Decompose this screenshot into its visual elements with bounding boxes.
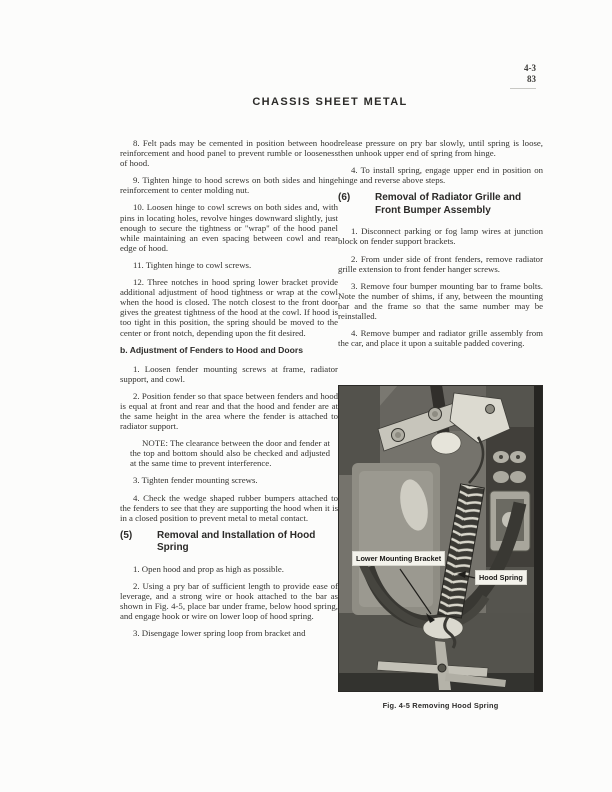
paragraph [120, 277, 338, 338]
block-text: 12. Three notches in hood spring lower bracket provide additional adjustment of hood tightness or wrap at the cowl when the hood is closed. The notch closest to the front door gives the greatest tightness of the hood at the cowl. If hood is too tight in this position, the spring should be moved to the center or front notch, depending upon the fit desired. [120, 277, 338, 338]
block-text: NOTE: The clearance between the door and fender at the top and bottom should also be checked and adjusted at the same time to prevent interference. [130, 438, 330, 469]
block-text: 1. Loosen fender mounting screws at frame, radiator support, and cowl. [120, 363, 338, 384]
paragraph [120, 475, 338, 485]
paragraph [120, 364, 338, 384]
block-text: 3. Remove four bumper mounting bar to frame bolts. Note the number of shims, if any, between the mounting bar and the frame so that the same number may be reinstalled. [338, 280, 543, 322]
section-number: (5) [120, 529, 133, 541]
block-text: b. Adjustment of Fenders to Hood and Doors [120, 344, 304, 355]
block-text: 9. Tighten hinge to hood screws on both sides and hinge reinforcement to center molding nut. [120, 175, 338, 196]
block-text: 4. To install spring, engage upper end in position on hinge and reverse above steps. [338, 165, 543, 186]
paragraph [120, 628, 338, 638]
block-text: 2. Using a pry bar of sufficient length to provide ease of leverage, and a strong wire or hook attached to the bar as shown in Fig. 4-5, place bar under frame, below hood spring, and engage hook or wire on lower loop of hood spring. [120, 580, 338, 622]
note-paragraph [130, 438, 330, 468]
block-text: 3. Disengage lower spring loop from bracket and [133, 628, 306, 639]
radiator-panel [352, 463, 440, 615]
section-number: (6) [338, 192, 351, 204]
paragraph [120, 493, 338, 523]
paragraph [338, 254, 543, 274]
page-ref: 4-3 [524, 63, 536, 73]
block-text: Removal and Installation of Hood Spring [157, 529, 316, 554]
block-text: 4. Remove bumper and radiator grille assembly from the car, and place it upon a suitable padded covering. [338, 328, 543, 349]
figure-label-hood-spring: Hood Spring [476, 571, 526, 584]
section-heading [120, 530, 338, 555]
block-text: 2. Position fender so that space between fenders and hood is equal at front and rear and that the hood and fender are at the same height in the area where the fender is attached to radiator support. [120, 390, 338, 432]
photo-illustration [338, 385, 543, 692]
paragraph [338, 226, 543, 246]
subsection-heading [120, 345, 338, 356]
page-folio [510, 63, 536, 89]
block-text: 11. Tighten hinge to cowl screws. [133, 259, 252, 270]
paragraph [120, 260, 338, 270]
page-number: 83 [527, 74, 536, 84]
block-text: 3. Tighten fender mounting screws. [133, 475, 258, 486]
paragraph [120, 202, 338, 252]
folio-rule [510, 88, 536, 89]
paragraph [120, 175, 338, 195]
paragraph [120, 391, 338, 431]
paragraph [120, 581, 338, 621]
block-text: 10. Loosen hinge to cowl screws on both sides and, with pins in locating holes, revolve hinges downward slightly, just enough to secure the tightness or "wrap" of the hood panel while maintaining an even spacing between cowl and rear edge of hood. [120, 202, 338, 253]
block-text: 4. Check the wedge shaped rubber bumpers attached to the fenders to see that they are supporting the hood when it is in a closed position to prevent metal to metal contact. [120, 492, 338, 523]
paragraph [338, 328, 543, 348]
section-heading [338, 192, 543, 217]
block-text: 8. Felt pads may be cemented in position between hood reinforcement and hood panel to prevent rumble or looseness of hood. [120, 138, 338, 169]
page-title: CHASSIS SHEET METAL [252, 96, 408, 108]
figure-label-lower-mounting-bracket: Lower Mounting Bracket [353, 552, 444, 565]
paragraph [338, 165, 543, 185]
block-text: release pressure on pry bar slowly, until spring is loose, then unhook upper end of spring from hinge. [338, 138, 543, 159]
paragraph [338, 138, 543, 158]
block-text: Removal of Radiator Grille and Front Bumper Assembly [375, 192, 522, 216]
paragraph [338, 281, 543, 321]
hood-spring-photo [338, 385, 543, 692]
left-column [120, 138, 338, 645]
block-text: 1. Open hood and prop as high as possible. [133, 563, 284, 574]
right-column [338, 138, 543, 710]
block-text: 2. From under side of front fenders, remove radiator grille extension to front fender hanger screws. [338, 253, 543, 274]
figure-4-5 [338, 385, 543, 711]
figure-caption: Fig. 4-5 Removing Hood Spring [382, 701, 499, 710]
paragraph [120, 564, 338, 574]
block-text: 1. Disconnect parking or fog lamp wires at junction block on fender support brackets. [338, 226, 543, 247]
paragraph [120, 138, 338, 168]
right-column-text [338, 138, 543, 348]
